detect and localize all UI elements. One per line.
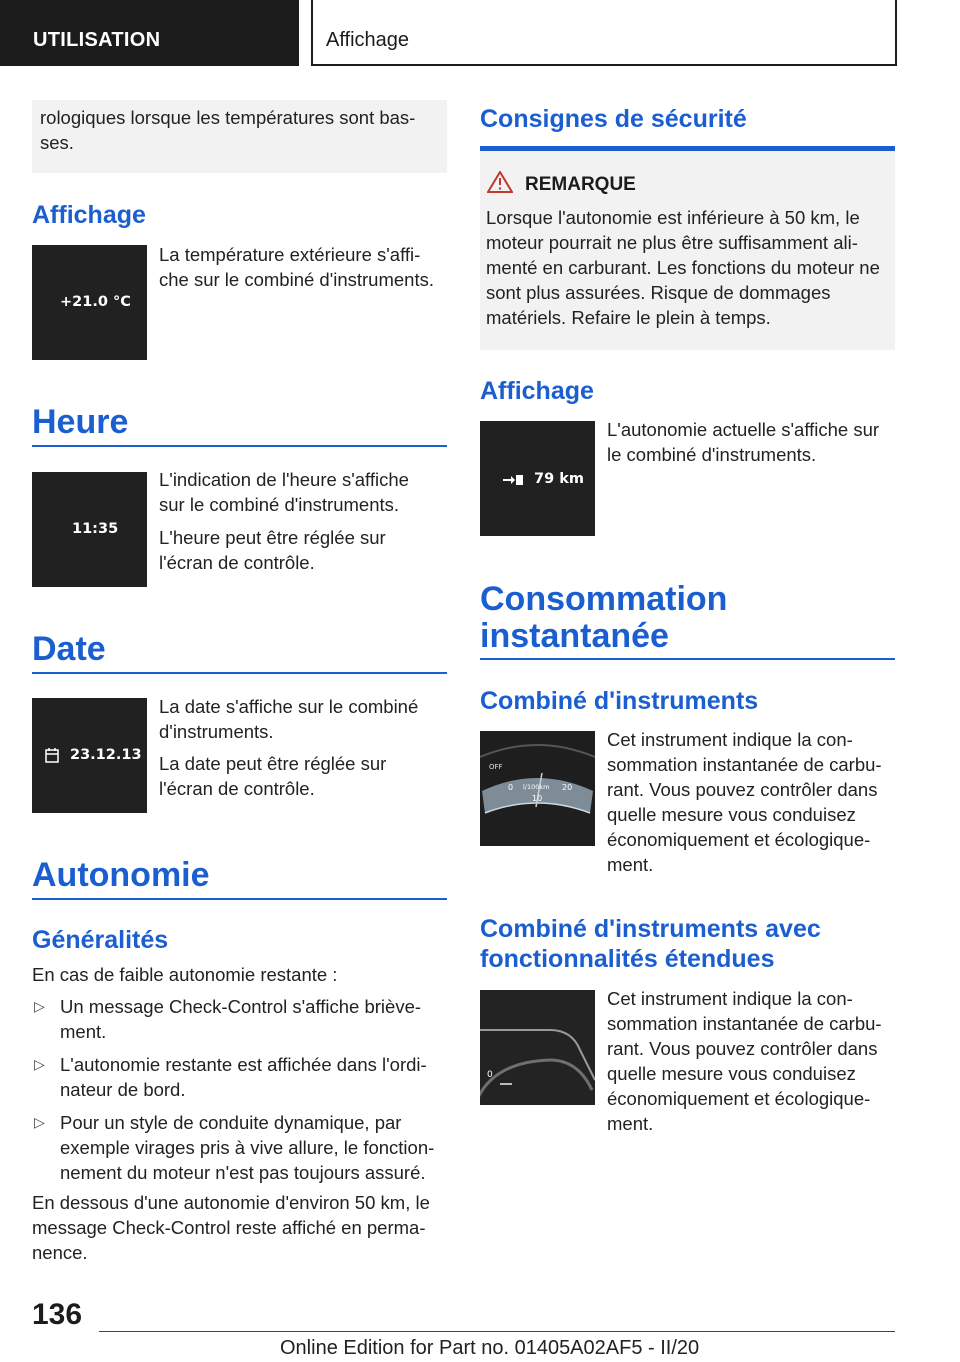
warning-icon (487, 171, 513, 193)
clock-display-image (32, 472, 147, 587)
date-rule (32, 672, 447, 674)
autonomie-intro: En cas de faible autonomie restante : (32, 964, 338, 985)
date-display-image (32, 698, 147, 813)
conso-rule (480, 658, 895, 660)
gauge2-zero-label: 0 (487, 1070, 493, 1080)
remarque-text: Lorsque l'autonomie est inférieure à 50 km, le moteur pourrait ne plus être suffisamment ali-menté en carburant. Les fonctions du moteur ne sont plus assurées. Risque de dommages matériels. Refaire le plein à temps. (486, 207, 880, 328)
range-readout: 79 km (534, 471, 584, 487)
gauge-unit-label: l/100km (523, 783, 550, 791)
heure-heading: Heure (32, 403, 129, 441)
securite-heading: Consignes de sécurité (480, 105, 747, 133)
list-item (32, 994, 447, 1044)
heure-rule (32, 445, 447, 447)
header-section-tab (0, 0, 299, 66)
range-display-image (480, 421, 595, 536)
affichage-range-heading: Affichage (480, 377, 594, 405)
autonomie-bullet-list (32, 994, 447, 1193)
date-readout: 23.12.13 (70, 747, 142, 763)
remarque-box (480, 151, 895, 350)
gauge-ten-label: 10 (532, 794, 543, 803)
triangle-bullet-icon: ▷ (34, 998, 45, 1014)
temperature-display-image (32, 245, 147, 360)
date-paragraph-2: La date peut être réglée sur l'écran de contrôle. (159, 753, 387, 799)
list-item-text: L'autonomie restante est affichée dans l'ordi-nateur de bord. (60, 1054, 427, 1100)
autonomie-outro: En dessous d'une autonomie d'environ 50 km, le message Check-Control reste affiché en perma-nence. (32, 1192, 430, 1263)
extended-gauge-graphic (480, 990, 595, 1105)
combine-text: Cet instrument indique la con-sommation instantanée de carbu-rant. Vous pouvez contrôler dans quelle mesure vous conduisez économiquement et écologique-ment. (607, 729, 882, 875)
triangle-bullet-icon: ▷ (34, 1056, 45, 1072)
triangle-bullet-icon: ▷ (34, 1114, 45, 1130)
footer-rule (99, 1331, 895, 1332)
header-page-title-tab (311, 0, 897, 66)
footer-edition: Online Edition for Part no. 01405A02AF5 - II/20 (280, 1337, 700, 1359)
intro-note-box (32, 100, 447, 173)
etendu-heading-line-1: Combiné d'instruments avec (480, 915, 821, 943)
extended-gauge-image (480, 990, 595, 1105)
conso-heading-line-2: instantanée (480, 617, 669, 655)
remarque-title: REMARQUE (525, 174, 636, 195)
page-number: 136 (32, 1298, 83, 1331)
autonomie-heading: Autonomie (32, 856, 210, 894)
affichage-range-text: L'autonomie actuelle s'affiche sur le combiné d'instruments. (607, 419, 880, 465)
gauge-zero-label: 0 (508, 783, 514, 792)
combine-text-top (607, 727, 895, 877)
heure-paragraph-2: L'heure peut être réglée sur l'écran de contrôle. (159, 527, 386, 573)
combine-heading: Combiné d'instruments (480, 687, 759, 715)
etendu-text: Cet instrument indique la con-sommation instantanée de carbu-rant. Vous pouvez contrôler dans quelle mesure vous conduisez économiquement et écologique-ment. (607, 988, 882, 1134)
autonomie-rule (32, 898, 447, 900)
temp-text: La température extérieure s'affi-che sur le combiné d'instruments. (159, 244, 434, 290)
date-paragraph-1: La date s'affiche sur le combiné d'instruments. (159, 696, 419, 742)
list-item (32, 1110, 447, 1185)
list-item-text: Pour un style de conduite dynamique, par exemple virages pris à vive allure, le fonction-nement du moteur n'est pas toujours assuré. (60, 1112, 435, 1183)
list-item-text: Un message Check-Control s'affiche briève-ment. (60, 996, 422, 1042)
conso-heading-line-1: Consommation (480, 580, 728, 618)
temp-heading: Affichage (32, 201, 146, 229)
intro-note-text: rologiques lorsque les températures sont bas-ses. (40, 107, 416, 153)
calendar-icon (45, 748, 59, 763)
consumption-gauge-image (480, 731, 595, 846)
header-section-label: UTILISATION (33, 29, 161, 51)
clock-readout: 11:35 (72, 521, 119, 537)
date-heading: Date (32, 630, 106, 668)
list-item (32, 1052, 447, 1102)
heure-paragraph-1: L'indication de l'heure s'affiche sur le combiné d'instruments. (159, 469, 409, 515)
generalites-heading: Généralités (32, 926, 169, 954)
header-page-title: Affichage (326, 29, 410, 51)
temperature-readout: +21.0 °C (60, 294, 131, 310)
etendu-heading-line-2: fonctionnalités étendues (480, 945, 775, 973)
gauge-off-label: OFF (489, 763, 503, 771)
gauge-twenty-label: 20 (562, 783, 573, 792)
fuel-pump-icon (503, 474, 525, 486)
